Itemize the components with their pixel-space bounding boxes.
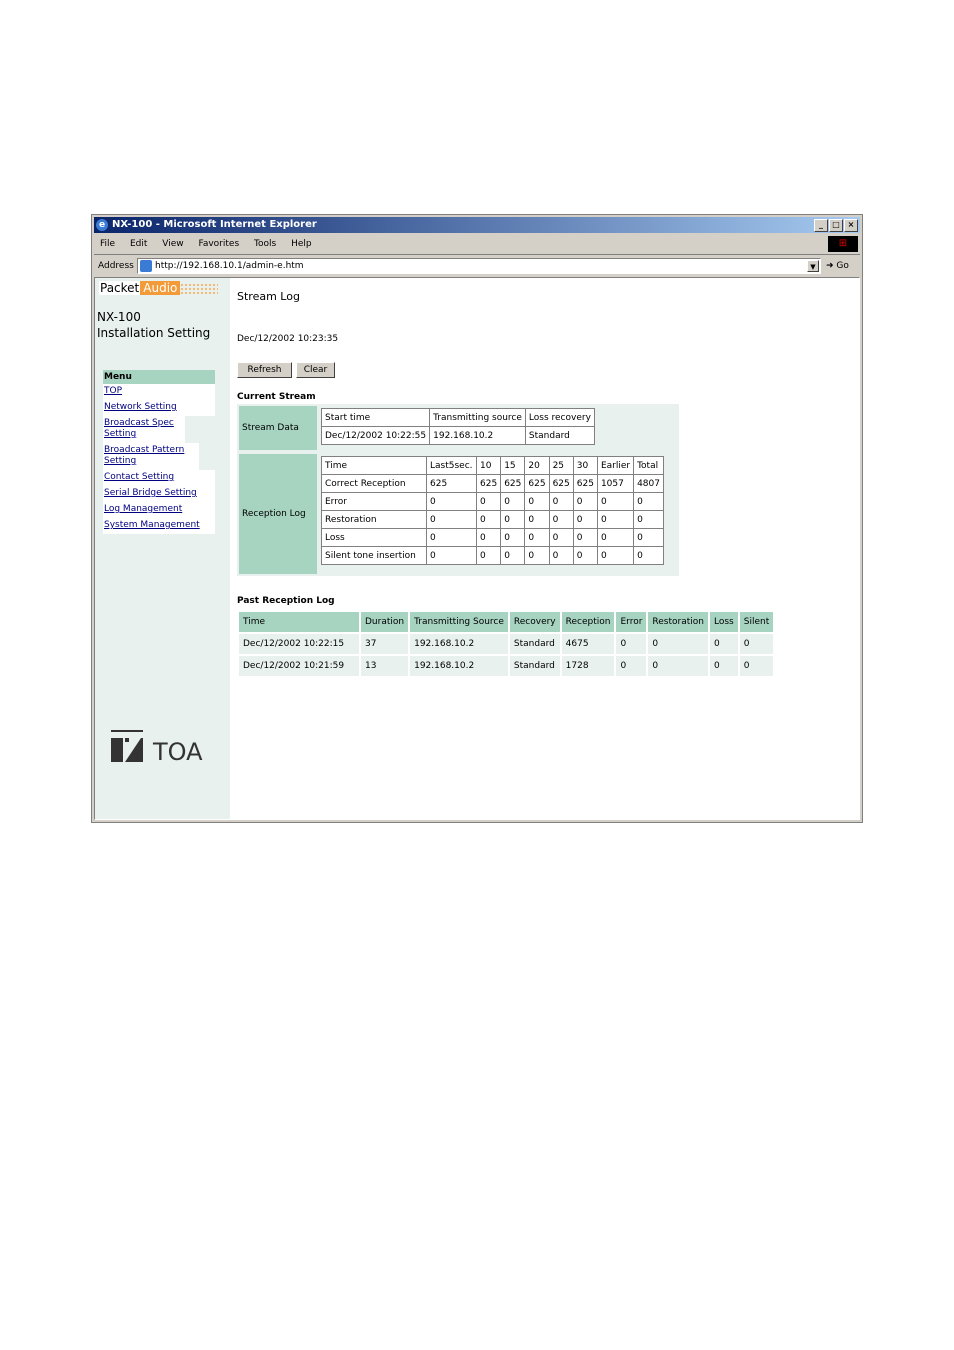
table-header: 30: [573, 457, 597, 475]
page-icon: [140, 260, 152, 272]
nav-link-system-management[interactable]: System Management: [104, 520, 200, 530]
table-cell: Correct Reception: [322, 475, 427, 493]
stream-data-label: Stream Data: [239, 406, 317, 450]
table-cell: 0: [709, 633, 739, 655]
table-cell: 0: [549, 493, 573, 511]
table-header: Loss: [709, 611, 739, 633]
table-cell: Standard: [525, 427, 594, 445]
menu-view[interactable]: View: [162, 239, 184, 249]
table-row: [322, 493, 664, 511]
table-cell: 0: [501, 493, 525, 511]
toa-logo-text: TOA: [153, 738, 203, 764]
table-cell: 37: [360, 633, 409, 655]
table-cell: 0: [477, 493, 501, 511]
toa-mark-icon: [111, 730, 211, 764]
menu-file[interactable]: File: [100, 239, 116, 249]
table-cell: 0: [709, 655, 739, 677]
table-cell: 0: [573, 493, 597, 511]
table-cell: 0: [477, 529, 501, 547]
table-cell: 0: [573, 547, 597, 565]
table-row: [322, 457, 664, 475]
packet-audio-logo: [99, 281, 218, 295]
table-cell: Loss: [322, 529, 427, 547]
table-row: [238, 655, 774, 677]
table-cell: Silent tone insertion: [322, 547, 427, 565]
address-bar: [94, 256, 860, 276]
table-header: 20: [525, 457, 549, 475]
table-cell: 0: [597, 511, 633, 529]
table-cell: 13: [360, 655, 409, 677]
toa-logo: [111, 730, 211, 764]
table-cell: 0: [597, 547, 633, 565]
table-cell: 0: [634, 511, 664, 529]
menu-header: Menu: [103, 370, 215, 384]
nav-menu: [103, 370, 215, 534]
table-cell: 0: [525, 493, 549, 511]
ie-icon: e: [96, 219, 108, 231]
reception-log-table: [321, 456, 664, 565]
table-cell: 625: [525, 475, 549, 493]
page-viewport: [94, 277, 860, 820]
table-cell: 0: [615, 655, 647, 677]
table-cell: 0: [739, 633, 774, 655]
table-cell: 0: [427, 529, 477, 547]
table-cell: 625: [477, 475, 501, 493]
table-row: [322, 427, 595, 445]
menu-item: [103, 384, 215, 400]
table-row: [238, 611, 774, 633]
reception-log-label: Reception Log: [239, 454, 317, 574]
table-cell: 0: [427, 493, 477, 511]
table-cell: 625: [501, 475, 525, 493]
table-cell: Error: [322, 493, 427, 511]
table-header: Recovery: [509, 611, 561, 633]
table-header: Silent: [739, 611, 774, 633]
table-header: Total: [634, 457, 664, 475]
nav-link-broadcast-pattern-setting[interactable]: Broadcast Pattern Setting: [104, 445, 185, 466]
current-stream-title: Current Stream: [237, 392, 316, 402]
table-cell: 625: [427, 475, 477, 493]
menu-item: [103, 400, 215, 416]
menu-item: [103, 502, 215, 518]
menu-tools[interactable]: Tools: [254, 239, 277, 249]
table-cell: 0: [549, 547, 573, 565]
table-cell: 192.168.10.2: [409, 633, 509, 655]
table-cell: Dec/12/2002 10:21:59: [238, 655, 360, 677]
stream-data-table: [321, 408, 595, 445]
table-cell: 0: [525, 511, 549, 529]
table-cell: 0: [427, 547, 477, 565]
nav-link-broadcast-spec-setting[interactable]: Broadcast Spec Setting: [104, 418, 174, 439]
table-cell: 0: [597, 493, 633, 511]
menu-item: [103, 518, 215, 534]
table-row: [238, 633, 774, 655]
table-cell: Dec/12/2002 10:22:15: [238, 633, 360, 655]
table-cell: 0: [573, 511, 597, 529]
close-button[interactable]: ×: [844, 219, 858, 232]
table-cell: 0: [647, 655, 709, 677]
windows-logo-icon: ⊞: [828, 236, 858, 252]
window-title: NX-100 - Microsoft Internet Explorer: [112, 219, 317, 230]
table-header: Transmitting source: [430, 409, 526, 427]
table-header: 15: [501, 457, 525, 475]
menu-help[interactable]: Help: [291, 239, 312, 249]
current-stream-panel: [237, 404, 679, 576]
table-row: [322, 409, 595, 427]
table-cell: 0: [549, 529, 573, 547]
nav-link-contact-setting[interactable]: Contact Setting: [104, 472, 175, 482]
logo-packet-text: Packet: [100, 281, 140, 295]
table-cell: Standard: [509, 633, 561, 655]
table-header: Start time: [322, 409, 430, 427]
maximize-button[interactable]: □: [829, 219, 843, 232]
table-cell: 0: [573, 529, 597, 547]
table-cell: 0: [525, 547, 549, 565]
product-subtitle: Installation Setting: [97, 326, 211, 340]
table-cell: 1728: [561, 655, 616, 677]
table-cell: 4807: [634, 475, 664, 493]
table-header: Last5sec.: [427, 457, 477, 475]
table-cell: 0: [501, 547, 525, 565]
logo-audio-text: Audio: [140, 281, 180, 295]
table-cell: Restoration: [322, 511, 427, 529]
table-header: Time: [238, 611, 360, 633]
table-row: [322, 511, 664, 529]
table-cell: 192.168.10.2: [430, 427, 526, 445]
clear-button[interactable]: Clear: [296, 362, 335, 378]
table-row: [322, 475, 664, 493]
address-input[interactable]: [137, 258, 821, 274]
table-cell: 1057: [597, 475, 633, 493]
table-header: 25: [549, 457, 573, 475]
table-cell: 4675: [561, 633, 616, 655]
menu-item: [103, 470, 215, 486]
table-cell: 0: [615, 633, 647, 655]
table-cell: 0: [427, 511, 477, 529]
table-cell: 0: [634, 547, 664, 565]
go-button[interactable]: [826, 256, 849, 276]
minimize-button[interactable]: _: [814, 219, 828, 232]
table-cell: 192.168.10.2: [409, 655, 509, 677]
nav-link-log-management[interactable]: Log Management: [104, 504, 183, 514]
table-header: Time: [322, 457, 427, 475]
table-cell: 625: [573, 475, 597, 493]
table-cell: 0: [597, 529, 633, 547]
table-header: Error: [615, 611, 647, 633]
refresh-button[interactable]: Refresh: [237, 362, 292, 378]
title-bar: [94, 217, 860, 233]
sidebar: [95, 278, 230, 819]
table-header: Loss recovery: [525, 409, 594, 427]
browser-window: [91, 214, 863, 823]
nav-link-top[interactable]: TOP: [104, 386, 123, 396]
table-cell: 0: [525, 529, 549, 547]
table-cell: 625: [549, 475, 573, 493]
table-row: [322, 529, 664, 547]
table-row: [322, 547, 664, 565]
product-name: NX-100: [97, 310, 141, 324]
logo-dots-icon: [180, 283, 218, 295]
table-header: 10: [477, 457, 501, 475]
main-content: [237, 278, 859, 819]
table-cell: Dec/12/2002 10:22:55: [322, 427, 430, 445]
menu-item: [103, 486, 215, 502]
go-label: Go: [836, 261, 849, 271]
menu-item: [103, 443, 199, 470]
table-header: Earlier: [597, 457, 633, 475]
go-arrow-icon: ➜: [826, 261, 834, 271]
table-cell: 0: [634, 529, 664, 547]
table-cell: 0: [634, 493, 664, 511]
table-cell: 0: [477, 511, 501, 529]
table-header: Reception: [561, 611, 616, 633]
address-label: Address: [98, 261, 134, 271]
table-cell: 0: [477, 547, 501, 565]
product-heading: [97, 309, 210, 341]
table-header: Restoration: [647, 611, 709, 633]
table-cell: 0: [647, 633, 709, 655]
menu-edit[interactable]: Edit: [129, 239, 148, 249]
chevron-down-icon[interactable]: ▼: [807, 260, 819, 272]
page-date: Dec/12/2002 10:23:35: [237, 334, 339, 344]
table-cell: Standard: [509, 655, 561, 677]
table-cell: 0: [501, 511, 525, 529]
table-cell: 0: [501, 529, 525, 547]
menu-bar: [94, 235, 860, 255]
nav-link-network-setting[interactable]: Network Setting: [104, 402, 177, 412]
past-reception-title: Past Reception Log: [237, 596, 335, 606]
table-header: Duration: [360, 611, 409, 633]
address-url: http://192.168.10.1/admin-e.htm: [155, 261, 304, 271]
menu-favorites[interactable]: Favorites: [198, 239, 240, 249]
menu-item: [103, 416, 185, 443]
table-header: Transmitting Source: [409, 611, 509, 633]
table-cell: 0: [739, 655, 774, 677]
nav-link-serial-bridge-setting[interactable]: Serial Bridge Setting: [104, 488, 197, 498]
past-reception-table: [237, 610, 775, 678]
table-cell: 0: [549, 511, 573, 529]
page-title: Stream Log: [237, 290, 300, 303]
